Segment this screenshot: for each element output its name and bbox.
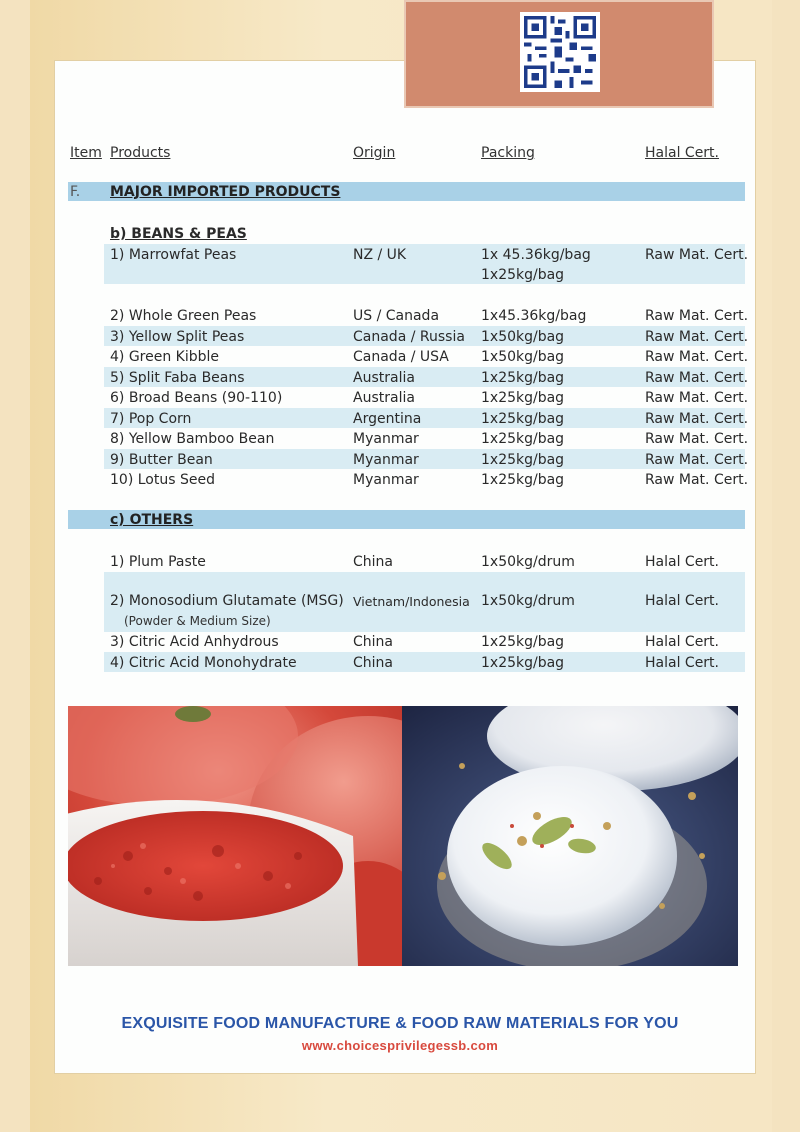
product-origin: Myanmar xyxy=(353,472,419,488)
product-origin: NZ / UK xyxy=(353,247,407,263)
product-origin: Canada / Russia xyxy=(353,329,465,345)
product-name: 2) Monosodium Glutamate (MSG) xyxy=(110,593,344,609)
product-packing: 1x25kg/bag xyxy=(481,390,565,406)
product-note: (Powder & Medium Size) xyxy=(124,614,271,628)
product-origin: Australia xyxy=(353,370,415,386)
product-origin: China xyxy=(353,554,393,570)
product-name: 2) Whole Green Peas xyxy=(110,308,257,324)
section-title: MAJOR IMPORTED PRODUCTS xyxy=(110,184,341,200)
product-halal: Raw Mat. Cert. xyxy=(645,411,749,427)
product-halal: Halal Cert. xyxy=(645,593,719,609)
product-origin: Australia xyxy=(353,390,415,406)
product-origin: China xyxy=(353,655,393,671)
qr-panel xyxy=(404,0,714,108)
product-name: 6) Broad Beans (90-110) xyxy=(110,390,283,406)
section-letter: F. xyxy=(70,184,81,200)
product-halal: Raw Mat. Cert. xyxy=(645,329,749,345)
product-packing: 1x45.36kg/bag xyxy=(481,308,587,324)
product-halal: Raw Mat. Cert. xyxy=(645,349,749,365)
subsection-title: c) OTHERS xyxy=(110,512,194,528)
product-packing-alt: 1x25kg/bag xyxy=(481,267,565,283)
product-halal: Raw Mat. Cert. xyxy=(645,431,749,447)
product-halal: Halal Cert. xyxy=(645,634,719,650)
product-packing: 1x25kg/bag xyxy=(481,452,565,468)
product-halal: Raw Mat. Cert. xyxy=(645,370,749,386)
product-halal: Halal Cert. xyxy=(645,655,719,671)
product-halal: Raw Mat. Cert. xyxy=(645,452,749,468)
product-origin: China xyxy=(353,634,393,650)
product-packing: 1x25kg/bag xyxy=(481,411,565,427)
product-packing: 1x25kg/bag xyxy=(481,370,565,386)
product-packing: 1x25kg/bag xyxy=(481,634,565,650)
footer-website-link[interactable]: www.choicesprivilegessb.com xyxy=(301,1038,499,1053)
header-origin: Origin xyxy=(353,145,396,161)
product-packing: 1x50kg/drum xyxy=(481,554,575,570)
product-name: 10) Lotus Seed xyxy=(110,472,215,488)
product-packing: 1x25kg/bag xyxy=(481,431,565,447)
product-origin: US / Canada xyxy=(353,308,440,324)
product-name: 5) Split Faba Beans xyxy=(110,370,245,386)
product-packing: 1x25kg/bag xyxy=(481,472,565,488)
tomato-paste-photo xyxy=(68,706,402,966)
product-origin: Myanmar xyxy=(353,452,419,468)
dessert-photo xyxy=(402,706,738,966)
product-name: 1) Plum Paste xyxy=(110,554,206,570)
product-packing: 1x25kg/bag xyxy=(481,655,565,671)
product-origin: Argentina xyxy=(353,411,422,427)
qr-code-icon[interactable] xyxy=(520,12,600,92)
product-name: 7) Pop Corn xyxy=(110,411,192,427)
product-packing: 1x50kg/bag xyxy=(481,349,565,365)
product-name: 4) Green Kibble xyxy=(110,349,220,365)
product-halal: Raw Mat. Cert. xyxy=(645,472,749,488)
footer-tagline: EXQUISITE FOOD MANUFACTURE & FOOD RAW MATERIALS FOR YOU xyxy=(121,1015,679,1032)
product-name: 3) Citric Acid Anhydrous xyxy=(110,634,279,650)
product-halal: Halal Cert. xyxy=(645,554,719,570)
product-name: 4) Citric Acid Monohydrate xyxy=(110,655,297,671)
product-packing: 1x50kg/bag xyxy=(481,329,565,345)
product-halal: Raw Mat. Cert. xyxy=(645,308,749,324)
product-origin: Myanmar xyxy=(353,431,419,447)
product-packing: 1x50kg/drum xyxy=(481,593,575,609)
product-packing: 1x 45.36kg/bag xyxy=(481,247,591,263)
product-origin: Canada / USA xyxy=(353,349,449,365)
header-item: Item xyxy=(70,145,102,161)
product-name: 1) Marrowfat Peas xyxy=(110,247,237,263)
product-name: 3) Yellow Split Peas xyxy=(110,329,245,345)
product-name: 8) Yellow Bamboo Bean xyxy=(110,431,275,447)
header-packing: Packing xyxy=(481,145,535,161)
subsection-title: b) BEANS & PEAS xyxy=(110,226,247,242)
product-name: 9) Butter Bean xyxy=(110,452,213,468)
header-halal: Halal Cert. xyxy=(645,145,719,161)
product-halal: Raw Mat. Cert. xyxy=(645,390,749,406)
product-origin: Vietnam/Indonesia xyxy=(353,594,470,609)
header-products: Products xyxy=(110,145,171,161)
product-halal: Raw Mat. Cert. xyxy=(645,247,749,263)
